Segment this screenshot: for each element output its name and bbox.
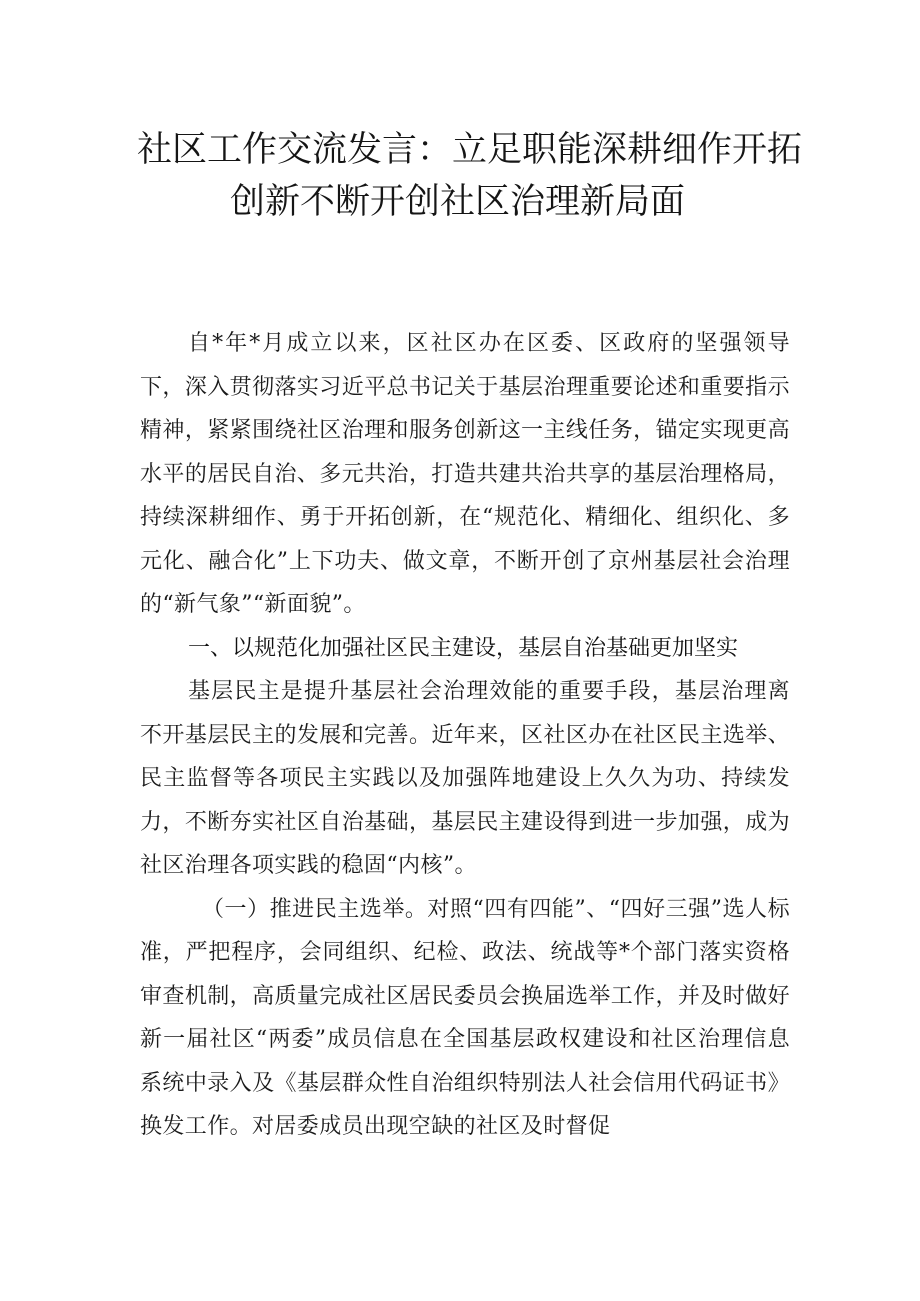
- document-title-line-2: 创新不断开创社区治理新局面: [230, 182, 686, 222]
- section-heading-1: 一、以规范化加强社区民主建设，基层自治基础更加坚实: [188, 635, 739, 661]
- document-title-line-1: 社区工作交流发言：立足职能深耕细作开拓: [137, 130, 803, 170]
- section-1-paragraph: 基层民主是提升基层社会治理效能的重要手段，基层治理离不开基层民主的发展和完善。近年来，区社区办在社区民主选举、民主监督等各项民主实践以及加强阵地建设上久久为功、持续发力，不断夯实社区自治基础，基层民主建设得到进一步加强，成为社区治理各项实践的稳固“内核”。: [140, 679, 790, 878]
- document-body: [140, 322, 790, 1149]
- intro-paragraph: 自*年*月成立以来，区社区办在区委、区政府的坚强领导下，深入贯彻落实习近平总书记关于基层治理重要论述和重要指示精神，紧紧围绕社区治理和服务创新这一主线任务，锚定实现更高水平的居民自治、多元共治，打造共建共治共享的基层治理格局，持续深耕细作、勇于开拓创新，在“规范化、精细化、组织化、多元化、融合化”上下功夫、做文章，不断开创了京州基层社会治理的“新气象”“新面貌”。: [140, 331, 790, 617]
- subsection-1-paragraph: （一）推进民主选举。对照“四有四能”、“四好三强”选人标准，严把程序，会同组织、纪检、政法、统战等*个部门落实资格审查机制，高质量完成社区居民委员会换届选举工作，并及时做好新一届社区“两委”成员信息在全国基层政权建设和社区治理信息系统中录入及《基层群众性自治组织特别法人社会信用代码证书》换发工作。对居委成员出现空缺的社区及时督促: [140, 896, 790, 1139]
